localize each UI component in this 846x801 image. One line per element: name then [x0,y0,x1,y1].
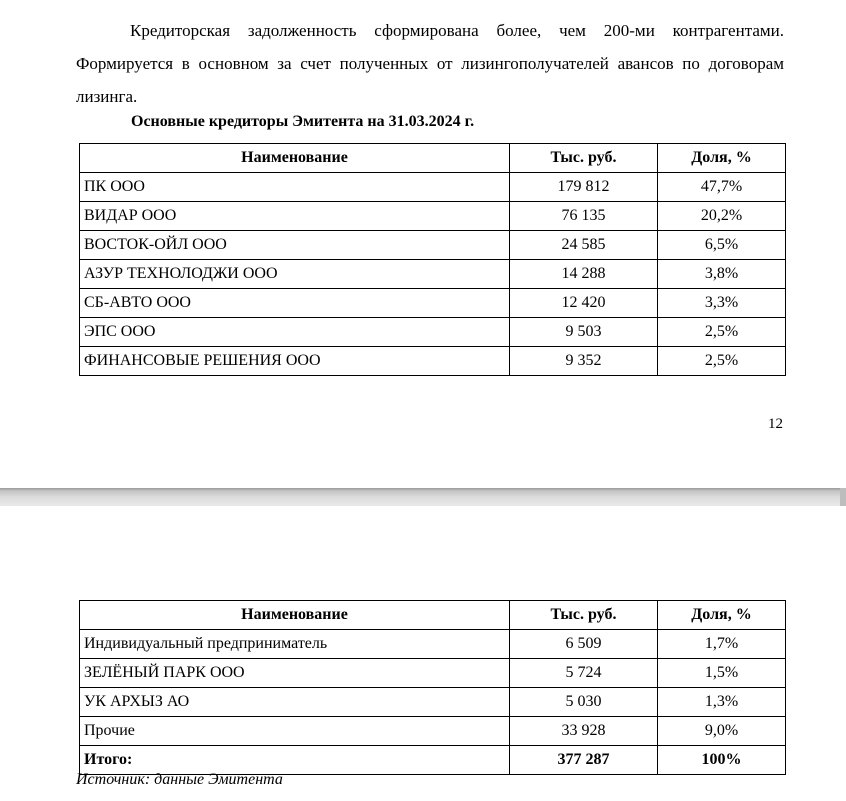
creditor-name: Прочие [80,717,510,746]
table-row [80,347,786,376]
table-header-row [80,144,786,173]
creditor-name: Индивидуальный предприниматель [80,630,510,659]
creditor-share: 47,7% [658,173,786,202]
creditor-share: 3,3% [658,289,786,318]
table-caption: Основные кредиторы Эмитента на 31.03.2024 г. [131,113,475,130]
creditor-share: 1,5% [658,659,786,688]
table-row [80,318,786,347]
header-share: Доля, % [658,144,786,173]
page-separator-shadow [840,488,846,506]
table-row [80,173,786,202]
creditor-name: ВИДАР ООО [80,202,510,231]
table-row [80,630,786,659]
creditors-table-continued [79,600,786,775]
header-name: Наименование [80,144,510,173]
creditor-name: УК АРХЫЗ АО [80,688,510,717]
creditor-name: ПК ООО [80,173,510,202]
table-header-row [80,601,786,630]
page-separator [0,488,846,506]
creditor-amount: 76 135 [510,202,658,231]
creditor-share: 9,0% [658,717,786,746]
total-label: Итого: [80,746,510,775]
creditor-amount: 24 585 [510,231,658,260]
creditor-name: АЗУР ТЕХНОЛОДЖИ ООО [80,260,510,289]
creditor-name: ФИНАНСОВЫЕ РЕШЕНИЯ ООО [80,347,510,376]
creditor-amount: 12 420 [510,289,658,318]
total-amount: 377 287 [510,746,658,775]
table-row [80,231,786,260]
creditor-share: 6,5% [658,231,786,260]
header-share: Доля, % [658,601,786,630]
creditor-amount: 9 503 [510,318,658,347]
creditor-amount: 179 812 [510,173,658,202]
creditor-name: ВОСТОК-ОЙЛ ООО [80,231,510,260]
page-number: 12 [768,416,783,432]
table-row [80,717,786,746]
creditor-amount: 33 928 [510,717,658,746]
document-page-2 [0,506,846,801]
total-share: 100% [658,746,786,775]
creditor-share: 2,5% [658,347,786,376]
creditor-share: 1,3% [658,688,786,717]
intro-paragraph: Кредиторская задолженность сформирована более, чем 200-ми контрагентами. Формируется в основном за счет полученных от лизингополучателей авансов по договорам лизинга. [76,21,784,106]
creditor-name: ЭПС ООО [80,318,510,347]
source-note: Источник: данные Эмитента [76,771,283,788]
creditor-amount: 5 724 [510,659,658,688]
table-row [80,688,786,717]
creditor-amount: 14 288 [510,260,658,289]
table-row [80,289,786,318]
creditor-amount: 5 030 [510,688,658,717]
creditor-name: СБ-АВТО ООО [80,289,510,318]
creditor-share: 2,5% [658,318,786,347]
creditors-table [79,143,786,376]
creditor-name: ЗЕЛЁНЫЙ ПАРК ООО [80,659,510,688]
creditor-share: 20,2% [658,202,786,231]
table-row [80,659,786,688]
table-row [80,202,786,231]
creditor-amount: 6 509 [510,630,658,659]
creditor-share: 3,8% [658,260,786,289]
header-amount: Тыс. руб. [510,601,658,630]
creditor-share: 1,7% [658,630,786,659]
header-name: Наименование [80,601,510,630]
creditor-amount: 9 352 [510,347,658,376]
header-amount: Тыс. руб. [510,144,658,173]
table-row [80,260,786,289]
